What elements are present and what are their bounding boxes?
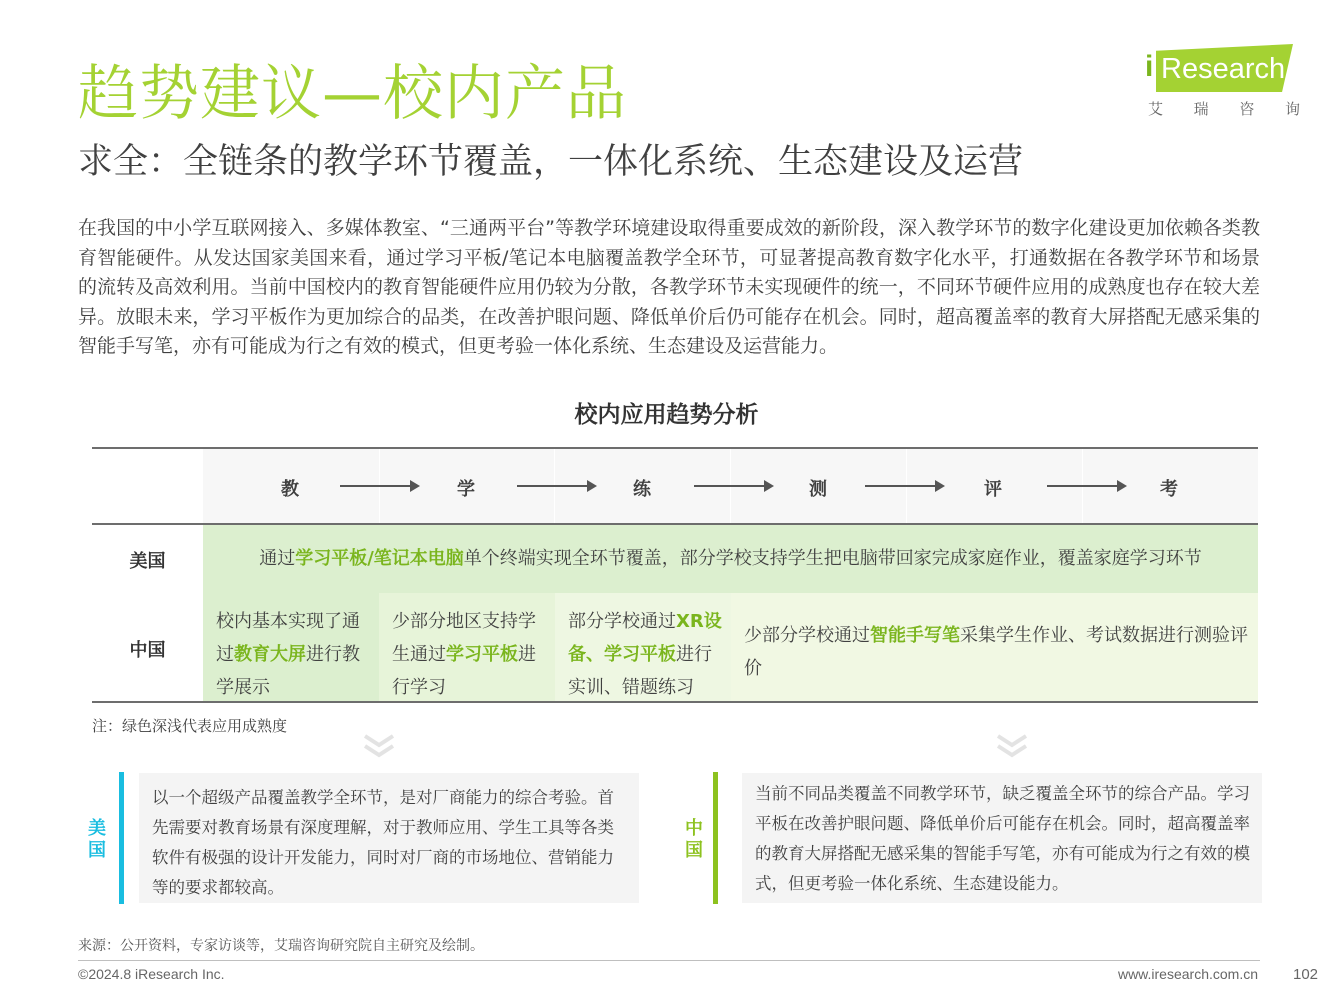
- table-rule-top: [92, 447, 1258, 449]
- arrow-icon: [1047, 485, 1125, 487]
- stage-learn: 学: [457, 479, 475, 500]
- chevron-down-icon: [995, 733, 1029, 763]
- iresearch-logo: [1145, 44, 1300, 122]
- stage-test: 测: [809, 479, 827, 500]
- cn-text-highlight: XR设备、学习平板: [568, 611, 722, 665]
- stage-practice: 练: [633, 479, 651, 500]
- cn-text-pre: 少部分地区支持学生通过: [392, 611, 536, 665]
- panel-label-cn: 中国: [685, 818, 703, 861]
- us-text-post: 单个终端实现全环节覆盖，部分学校支持学生把电脑带回家完成家庭作业，覆盖家庭学习环节: [463, 548, 1202, 569]
- us-text-highlight: 学习平板/笔记本电脑: [295, 548, 464, 569]
- row-label-cn: 中国: [129, 640, 166, 661]
- us-row-cell: [203, 525, 1258, 593]
- panel-bar-us: [119, 772, 124, 904]
- cn-text-highlight: 智能手写笔: [870, 625, 960, 646]
- cn-text-pre: 部分学校通过: [568, 611, 676, 632]
- cn-cell-teach: [203, 593, 379, 701]
- logo-cn-char: 咨: [1239, 100, 1255, 118]
- logo-i: i: [1145, 50, 1154, 83]
- cn-text-post: 采集学生作业、考试数据进行测验评价: [744, 625, 1248, 679]
- cn-text-post: 进行学习: [392, 644, 536, 698]
- cn-text-pre: 少部分学校通过: [744, 625, 870, 646]
- cn-cell-test-evaluate: [731, 593, 1258, 701]
- logo-cn-char: 艾: [1148, 100, 1164, 118]
- source-note: 来源：公开资料，专家访谈等，艾瑞咨询研究院自主研究及绘制。: [78, 938, 484, 954]
- panel-label-us: 美国: [88, 818, 106, 861]
- cn-text-highlight: 教育大屏: [234, 644, 306, 665]
- cn-text-post: 进行实训、错题练习: [568, 644, 712, 698]
- panel-bar-cn: [713, 772, 718, 904]
- stage-evaluate: 评: [984, 479, 1002, 500]
- copyright: ©2024.8 iResearch Inc.: [78, 966, 225, 982]
- page-title: 趋势建议—校内产品: [78, 59, 627, 129]
- logo-text: Research: [1161, 53, 1286, 85]
- cn-cell-learn: [379, 593, 555, 701]
- arrow-icon: [517, 485, 595, 487]
- chart-title: 校内应用趋势分析: [574, 402, 759, 428]
- cn-text-post: 进行教学展示: [216, 644, 360, 698]
- arrow-icon: [694, 485, 772, 487]
- panel-us: 以一个超级产品覆盖教学全环节，是对厂商能力的综合考验。首先需要对教育场景有深度理解，对于教师应用、学生工具等各类软件有极强的设计开发能力，同时对厂商的市场地位、营销能力等的要求都较高。: [139, 773, 639, 903]
- page-subtitle: 求全：全链条的教学环节覆盖，一体化系统、生态建设及运营: [78, 142, 1024, 182]
- arrow-icon: [865, 485, 943, 487]
- footer-divider: [78, 960, 1260, 961]
- page-number: 102: [1293, 966, 1319, 983]
- cn-text-highlight: 学习平板: [446, 644, 518, 665]
- chevron-down-icon: [362, 733, 396, 763]
- stage-exam: 考: [1160, 479, 1178, 500]
- stage-teach: 教: [281, 479, 299, 500]
- cn-cell-practice: [555, 593, 731, 701]
- trend-table: [92, 447, 1258, 703]
- logo-cn-char: 瑞: [1193, 100, 1209, 118]
- arrow-icon: [340, 485, 418, 487]
- logo-cn-text: [1148, 98, 1300, 119]
- table-rule-bottom: [92, 701, 1258, 703]
- panel-cn: 当前不同品类覆盖不同教学环节，缺乏覆盖全环节的综合产品。学习平板在改善护眼问题、降低单价后可能存在机会。同时，超高覆盖率的教育大屏搭配无感采集的智能手写笔，亦有可能成为行之有效的模式，但更考验一体化系统、生态建设能力。: [742, 773, 1262, 903]
- website-link[interactable]: www.iresearch.com.cn: [1117, 966, 1258, 982]
- row-label-us: 美国: [129, 551, 166, 572]
- intro-paragraph: 在我国的中小学互联网接入、多媒体教室、“三通两平台”等教学环境建设取得重要成效的新阶段，深入教学环节的数字化建设更加依赖各类教育智能硬件。从发达国家美国来看，通过学习平板/笔记本电脑覆盖教学全环节，可显著提高教育数字化水平，打通数据在各教学环节和场景的流转及高效利用。当前中国校内的教育智能硬件应用仍较为分散，各教学环节未实现硬件的统一，不同环节硬件应用的成熟度也存在较大差异。放眼未来，学习平板作为更加综合的品类，在改善护眼问题、降低单价后仍可能存在机会。同时，超高覆盖率的教育大屏搭配无感采集的智能手写笔，亦有可能成为行之有效的模式，但更考验一体化系统、生态建设及运营能力。: [78, 217, 1260, 357]
- logo-cn-char: 询: [1284, 100, 1300, 118]
- chart-note: 注：绿色深浅代表应用成熟度: [92, 717, 288, 735]
- cn-text-pre: 校内基本实现了通过: [216, 611, 360, 665]
- us-text-pre: 通过: [259, 548, 296, 569]
